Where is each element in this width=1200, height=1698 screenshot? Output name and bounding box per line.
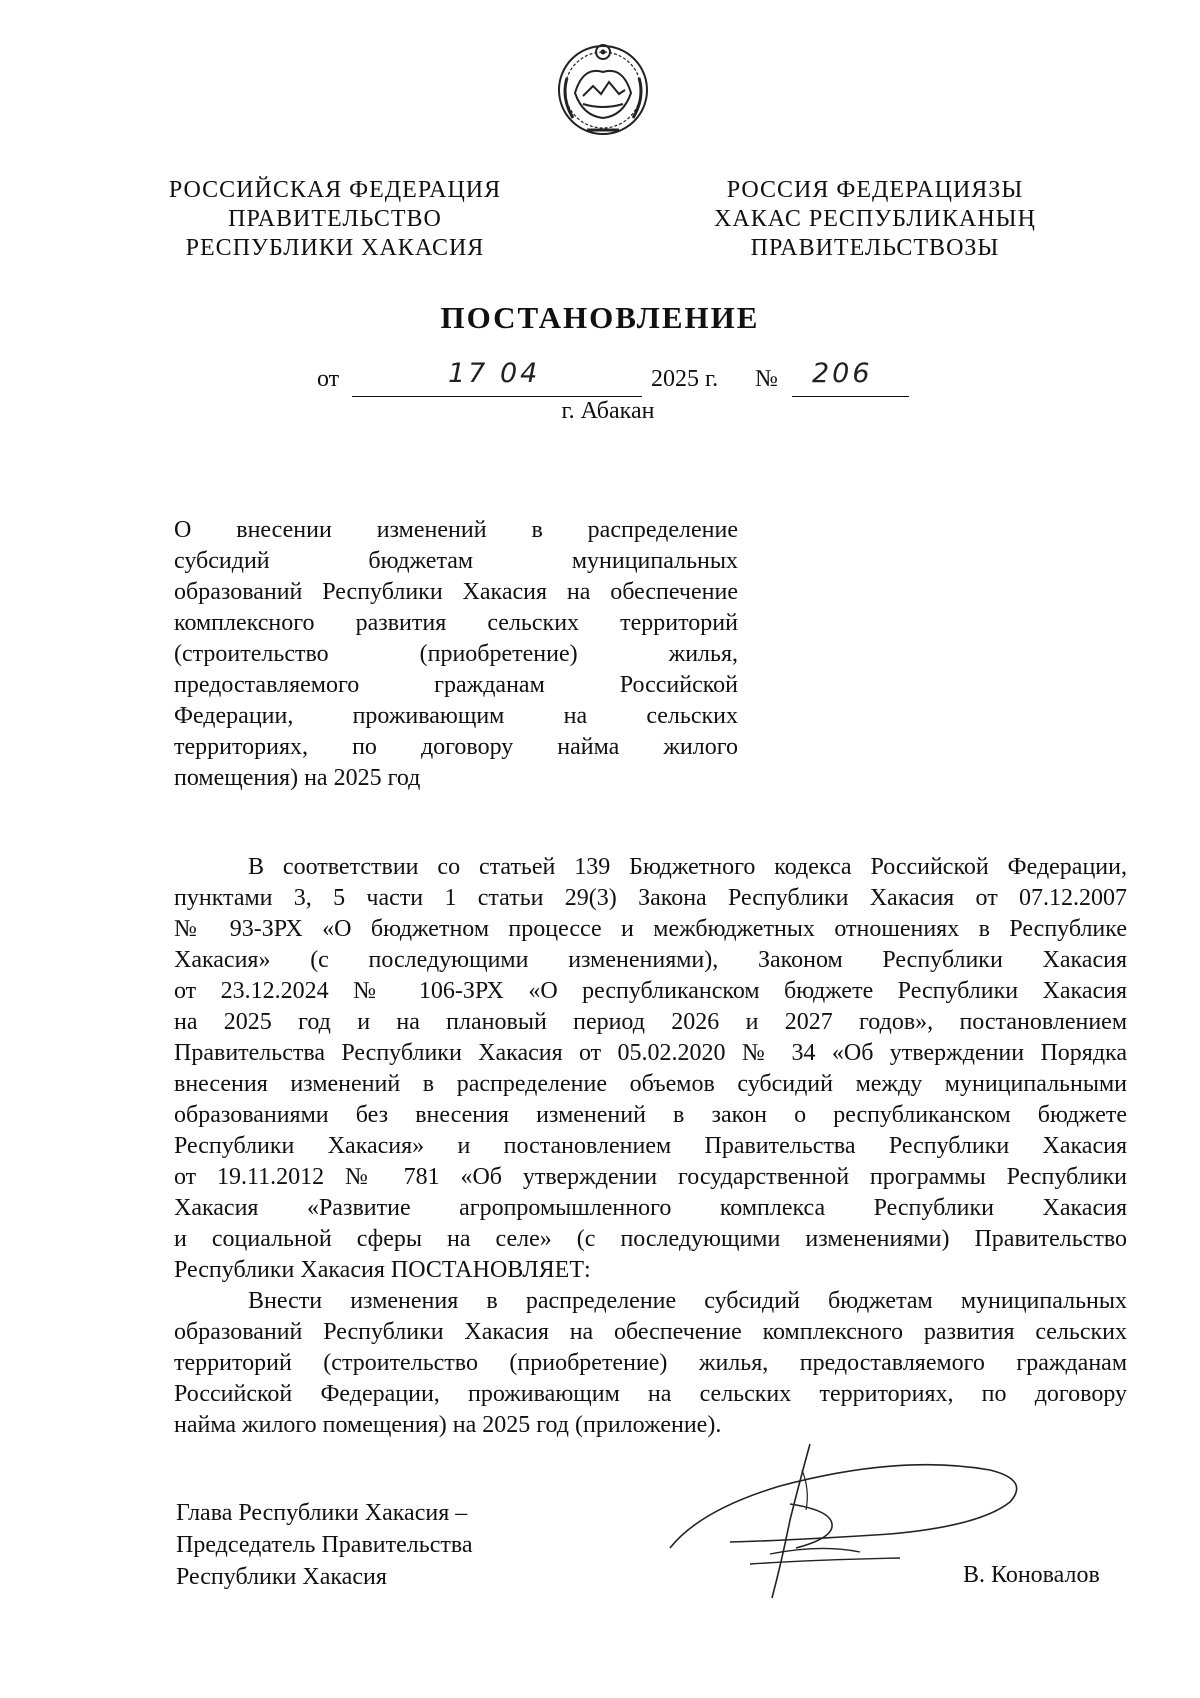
body-line: Хакасия «Развитие агропромышленного комплекса Республики Хакасия — [174, 1195, 1127, 1221]
number-label: № — [755, 366, 778, 392]
header-left-line: РОССИЙСКАЯ ФЕДЕРАЦИЯ — [168, 177, 502, 203]
body-line: Республики Хакасия» и постановлением Правительства Республики Хакасия — [174, 1133, 1127, 1159]
body-line: от 23.12.2024 № 106-ЗРХ «О республиканском бюджете Республики Хакасия — [174, 978, 1127, 1004]
header-left-line: РЕСПУБЛИКИ ХАКАСИЯ — [185, 235, 485, 261]
body-line: Российской Федерации, проживающим на сельских территориях, по договору — [174, 1381, 1127, 1407]
signatory-title-line: Председатель Правительства — [176, 1532, 473, 1558]
document-title: ПОСТАНОВЛЕНИЕ — [440, 300, 760, 335]
subject-line: территориях, по договору найма жилого — [174, 734, 738, 760]
body-text — [174, 852, 1127, 1441]
body-line: и социальной сферы на селе» (с последующими изменениями) Правительство — [174, 1226, 1127, 1252]
body-line: найма жилого помещения) на 2025 год (приложение). — [174, 1412, 722, 1438]
header-right — [705, 176, 1045, 263]
signatory-title-line: Глава Республики Хакасия – — [176, 1500, 468, 1526]
body-line: В соответствии со статьей 139 Бюджетного кодекса Российской Федерации, — [248, 854, 1127, 880]
subject-line: комплексного развития сельских территорий — [174, 610, 738, 636]
signatory-title-line: Республики Хакасия — [176, 1564, 387, 1590]
header-right-line: ХАКАС РЕСПУБЛИКАНЫҢ — [714, 206, 1036, 232]
date-from-label: от — [317, 366, 340, 392]
coat-of-arms-emblem — [553, 38, 653, 138]
body-line: Республики Хакасия ПОСТАНОВЛЯЕТ: — [174, 1257, 591, 1283]
body-line: № 93-ЗРХ «О бюджетном процессе и межбюджетных отношениях в Республике — [174, 916, 1127, 942]
body-line: пунктами 3, 5 части 1 статьи 29(3) Закона Республики Хакасия от 07.12.2007 — [174, 885, 1127, 911]
subject-line: Федерации, проживающим на сельских — [174, 703, 738, 729]
body-line: от 19.11.2012 № 781 «Об утверждении государственной программы Республики — [174, 1164, 1127, 1190]
signatory-title — [176, 1497, 473, 1593]
body-line: образований Республики Хакасия на обеспечение комплексного развития сельских — [174, 1319, 1127, 1345]
body-line: Хакасия» (с последующими изменениями), Законом Республики Хакасия — [174, 947, 1127, 973]
body-line: территорий (строительство (приобретение) жилья, предоставляемого гражданам — [174, 1350, 1127, 1376]
subject-line: предоставляемого гражданам Российской — [174, 672, 738, 698]
subject-line: образований Республики Хакасия на обеспечение — [174, 579, 738, 605]
date-underline — [352, 396, 642, 397]
header-right-line: ПРАВИТЕЛЬСТВОЗЫ — [750, 235, 1000, 261]
subject-line: О внесении изменений в распределение — [174, 517, 738, 543]
city: г. Абакан — [561, 398, 655, 424]
header-left-line: ПРАВИТЕЛЬСТВО — [228, 206, 442, 232]
date-year: 2025 г. — [651, 366, 719, 392]
subject-line: (строительство (приобретение) жилья, — [174, 641, 738, 667]
number-handwritten: 206 — [812, 358, 873, 389]
body-line: образованиями без внесения изменений в закон о республиканском бюджете — [174, 1102, 1127, 1128]
body-line: внесения изменений в распределение объемов субсидий между муниципальными — [174, 1071, 1127, 1097]
date-handwritten: 17 04 — [448, 358, 541, 389]
body-line: на 2025 год и на плановый период 2026 и 2027 годов», постановлением — [174, 1009, 1127, 1035]
signatory-name: В. Коновалов — [963, 1562, 1100, 1588]
subject-line: помещения) на 2025 год — [174, 765, 421, 791]
number-underline — [792, 396, 909, 397]
subject-line: субсидий бюджетам муниципальных — [174, 548, 738, 574]
body-line: Внести изменения в распределение субсидий бюджетам муниципальных — [248, 1288, 1127, 1314]
body-line: Правительства Республики Хакасия от 05.02.2020 № 34 «Об утверждении Порядка — [174, 1040, 1127, 1066]
header-left — [165, 176, 505, 263]
header-right-line: РОССИЯ ФЕДЕРАЦИЯЗЫ — [726, 177, 1024, 203]
subject-block — [174, 515, 738, 794]
